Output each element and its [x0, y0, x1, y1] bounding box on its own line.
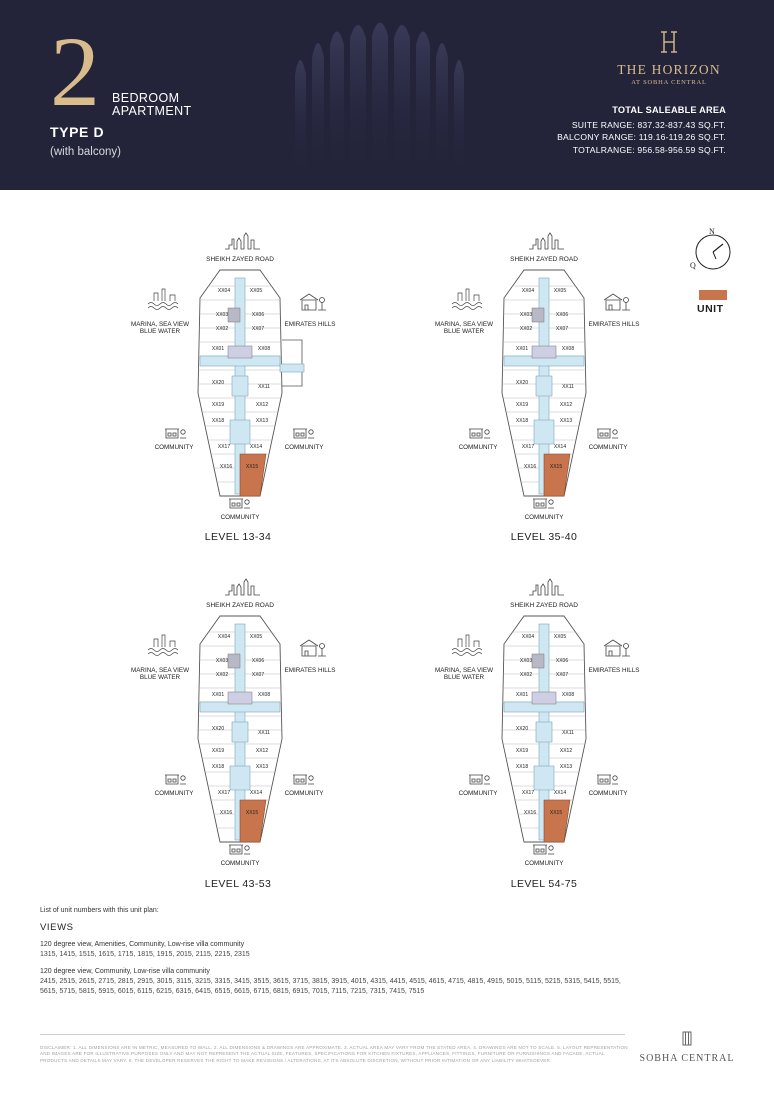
- unit-number-label: XX03: [519, 312, 533, 318]
- marina-label: MARINA, SEA VIEW: [130, 321, 190, 328]
- unit-number-label: XX04: [217, 288, 231, 294]
- tree-icon: [320, 644, 325, 649]
- tree-icon: [549, 846, 553, 850]
- floor-plan-svg: [130, 228, 350, 528]
- tree-icon: [624, 298, 629, 303]
- unit-number-label: XX04: [521, 634, 535, 640]
- unit-number-label: XX17: [217, 790, 231, 796]
- group-title: 120 degree view, Community, Low-rise villa community: [40, 968, 210, 975]
- unit-number-label: XX14: [553, 790, 567, 796]
- marina-skyline-icon: [458, 289, 479, 301]
- unit-number-label: XX15: [245, 810, 259, 816]
- tree-icon: [613, 776, 617, 780]
- unit-number-label: XX17: [217, 444, 231, 450]
- total-range: TOTALRANGE: 956.58-956.59 SQ.FT.: [572, 144, 726, 155]
- community-icon: [469, 429, 490, 438]
- skyline-icon: [529, 233, 564, 249]
- community-icon: [533, 499, 554, 508]
- unit-number-label: XX14: [249, 444, 263, 450]
- unit-number-label: XX03: [519, 658, 533, 664]
- type-label: TYPE D: [50, 124, 105, 140]
- unit-number-label: XX16: [523, 464, 537, 470]
- marina-skyline-icon: [154, 635, 175, 647]
- marina-label: MARINA, SEA VIEW: [434, 667, 494, 674]
- suite-range: SUITE RANGE: 837.32-837.43 SQ.FT.: [571, 119, 726, 130]
- bedroom-line1: BEDROOM: [112, 91, 180, 105]
- logo-title: THE HORIZON: [617, 62, 721, 77]
- unit-number-label: XX07: [251, 326, 265, 332]
- stair-core: [536, 376, 552, 396]
- villa-icon: [604, 640, 630, 656]
- compass-north: N: [709, 227, 715, 236]
- unit-number-label: XX11: [562, 730, 574, 736]
- community-icon: [469, 775, 490, 784]
- unit-number-label: XX18: [515, 418, 529, 424]
- unit-legend-swatch: [699, 290, 727, 300]
- unit-number-label: XX19: [211, 748, 225, 754]
- group-units: 2415, 2515, 2615, 2715, 2815, 2915, 3015, 3115, 3215, 3315, 3415, 3515, 3615, 3715, 3815, 3915, 4015, 4315, 4415, 4515, 4615, 4715, 4815, 4915, 5015, 5115, 5215, 5315, 5415, 5515, 5615, 5715, 5815, 5915, 6015, 6115, 6215, 6315, 6415, 6515, 6615, 6715, 6815, 6915, 7015, 7115, 7215, 7315, 7415, 7515: [40, 978, 621, 995]
- footer-brand: SOBHA CENTRAL: [639, 1053, 735, 1064]
- stair-core: [232, 722, 248, 742]
- unit-number-label: XX08: [257, 692, 271, 698]
- lift-core: [228, 346, 252, 358]
- floor-plan-svg: [434, 228, 654, 528]
- highlighted-unit: [544, 454, 570, 496]
- highlighted-unit: [240, 800, 266, 842]
- unit-number-label: XX19: [211, 402, 225, 408]
- sobha-building-icon: [681, 1030, 693, 1046]
- group-title: 120 degree view, Amenities, Community, Low-rise villa community: [40, 941, 245, 948]
- stair-core: [536, 722, 552, 742]
- highlighted-unit: [240, 454, 266, 496]
- footer-divider: [40, 1034, 625, 1035]
- unit-number-label: XX12: [559, 748, 573, 754]
- bedroom-count: 2: [50, 16, 100, 127]
- waves-icon: [148, 649, 178, 656]
- bridge: [280, 364, 304, 372]
- community-label: COMMUNITY: [154, 790, 194, 797]
- unit-number-label: XX13: [559, 418, 573, 424]
- unit-lists: [40, 907, 740, 997]
- header-banner: [0, 0, 774, 190]
- unit-number-label: XX05: [249, 634, 263, 640]
- skyline-icon: [225, 579, 260, 595]
- unit-number-label: XX02: [519, 672, 533, 678]
- tree-icon: [485, 430, 489, 434]
- tree-icon: [181, 430, 185, 434]
- unit-number-label: XX02: [215, 672, 229, 678]
- community-label: COMMUNITY: [588, 444, 628, 451]
- unit-number-label: XX03: [215, 658, 229, 664]
- unit-number-label: XX16: [523, 810, 537, 816]
- lift-core: [532, 346, 556, 358]
- unit-number-label: XX13: [559, 764, 573, 770]
- floor-plan: [130, 574, 350, 904]
- unit-number-label: XX07: [555, 326, 569, 332]
- community-icon: [165, 429, 186, 438]
- tree-icon: [624, 644, 629, 649]
- unit-number-label: XX08: [561, 692, 575, 698]
- area-title: TOTAL SALEABLE AREA: [612, 105, 726, 115]
- road-label: SHEIKH ZAYED ROAD: [206, 256, 274, 263]
- podium-extension: [282, 340, 302, 386]
- unit-number-label: XX01: [515, 346, 529, 352]
- tree-icon: [309, 776, 313, 780]
- unit-number-label: XX20: [211, 380, 225, 386]
- unit-number-label: XX08: [257, 346, 271, 352]
- tree-icon: [613, 430, 617, 434]
- bedroom-line2: APARTMENT: [112, 104, 192, 118]
- community-label: COMMUNITY: [220, 860, 260, 867]
- unit-number-label: XX15: [245, 464, 259, 470]
- stair-core: [230, 766, 250, 790]
- unit-number-label: XX18: [211, 764, 225, 770]
- unit-number-label: XX06: [251, 658, 265, 664]
- unit-number-label: XX19: [515, 748, 529, 754]
- unit-number-label: XX17: [521, 790, 535, 796]
- unit-number-label: XX15: [549, 810, 563, 816]
- stair-core: [534, 420, 554, 444]
- unit-number-label: XX02: [215, 326, 229, 332]
- lift-core: [228, 308, 240, 322]
- tree-icon: [320, 298, 325, 303]
- disclaimer: DISCLAIMER: 1. ALL DIMENSIONS ARE IN METRIC, MEASURED TO WALL. 2. ALL DIMENSIONS & DRAWINGS ARE APPROXIMATE. 3. ACTUAL AREA MAY VARY FROM THE STATED AREA. 4. DRAWINGS ARE NOT TO SCALE. 5. LAYOUT REPRESENTATION AND IMAGES ARE FOR ILLUSTRATIVE PURPOSES ONLY AND MAY NOT REPRESENT THE ACTUAL SIZE, FEATURES, SPECIFICATIONS FOR KITCHEN FIXTURES, APPLIANCES, FITTINGS, FURNITURE OR FURNISHINGS AND FACADE. ACTUAL PRODUCTS AND DETAILS MAY VARY. 6. THE DEVELOPER RESERVES THE RIGHT TO MAKE REVISIONS / ALTERATIONS, AT ITS ABSOLUTE DISCRETION, WITHOUT PRIOR INTIMATION OR ANY LIABILITY WHATSOEVER.: [40, 1045, 628, 1063]
- marina-label: MARINA, SEA VIEW: [130, 667, 190, 674]
- unit-number-label: XX15: [549, 464, 563, 470]
- community-label: COMMUNITY: [284, 790, 324, 797]
- highlighted-unit: [544, 800, 570, 842]
- bluewater-label: BLUE WATER: [139, 328, 181, 335]
- road-label: SHEIKH ZAYED ROAD: [206, 602, 274, 609]
- waves-icon: [452, 649, 482, 656]
- unit-number-label: XX05: [249, 288, 263, 294]
- unit-number-label: XX17: [521, 444, 535, 450]
- marina-skyline-icon: [458, 635, 479, 647]
- logo-subtitle: AT SOBHA CENTRAL: [631, 79, 707, 86]
- unit-number-label: XX05: [553, 634, 567, 640]
- stair-core: [230, 420, 250, 444]
- emirates-hills-label: EMIRATES HILLS: [588, 321, 640, 328]
- community-label: COMMUNITY: [220, 514, 260, 521]
- unit-number-label: XX12: [559, 402, 573, 408]
- floor-plan-svg: [434, 574, 654, 874]
- lift-core: [532, 692, 556, 704]
- villa-icon: [300, 294, 326, 310]
- unit-number-label: XX04: [521, 288, 535, 294]
- unit-number-label: XX12: [255, 748, 269, 754]
- community-icon: [229, 845, 250, 854]
- villa-icon: [300, 640, 326, 656]
- horizon-logo: [604, 30, 734, 86]
- unit-number-label: XX11: [258, 384, 270, 390]
- community-label: COMMUNITY: [458, 444, 498, 451]
- plan-caption: LEVEL 13-34: [204, 531, 272, 543]
- emirates-hills-label: EMIRATES HILLS: [588, 667, 640, 674]
- unit-number-label: XX01: [211, 346, 225, 352]
- unit-number-label: XX20: [211, 726, 225, 732]
- marina-label: MARINA, SEA VIEW: [434, 321, 494, 328]
- tree-icon: [181, 776, 185, 780]
- horizon-h-icon: [604, 30, 734, 58]
- community-label: COMMUNITY: [154, 444, 194, 451]
- unit-number-label: XX08: [561, 346, 575, 352]
- group-units: 1315, 1415, 1515, 1615, 1715, 1815, 1915, 2015, 2115, 2215, 2315: [40, 951, 250, 958]
- community-icon: [597, 775, 618, 784]
- sobha-central-logo: [637, 1030, 737, 1064]
- emirates-hills-label: EMIRATES HILLS: [284, 667, 336, 674]
- community-icon: [597, 429, 618, 438]
- balcony-range: BALCONY RANGE: 119.16-119.26 SQ.FT.: [557, 132, 726, 142]
- unit-number-label: XX06: [251, 312, 265, 318]
- stair-core: [232, 376, 248, 396]
- unit-number-label: XX01: [515, 692, 529, 698]
- tree-icon: [245, 846, 249, 850]
- skyline-icon: [225, 233, 260, 249]
- unit-number-label: XX11: [258, 730, 270, 736]
- unit-number-label: XX18: [211, 418, 225, 424]
- community-icon: [293, 429, 314, 438]
- lift-core: [532, 654, 544, 668]
- floor-plan: [434, 228, 654, 558]
- unit-number-label: XX11: [562, 384, 574, 390]
- unit-number-label: XX12: [255, 402, 269, 408]
- community-label: COMMUNITY: [284, 444, 324, 451]
- tree-icon: [549, 500, 553, 504]
- with-balcony-label: (with balcony): [50, 146, 121, 158]
- community-icon: [293, 775, 314, 784]
- saleable-area: [557, 104, 726, 156]
- waves-icon: [452, 303, 482, 310]
- unit-number-label: XX13: [255, 764, 269, 770]
- unit-number-label: XX01: [211, 692, 225, 698]
- lift-core: [228, 654, 240, 668]
- bluewater-label: BLUE WATER: [443, 328, 485, 335]
- tree-icon: [245, 500, 249, 504]
- community-label: COMMUNITY: [524, 860, 564, 867]
- bluewater-label: BLUE WATER: [443, 674, 485, 681]
- unit-number-label: XX18: [515, 764, 529, 770]
- community-label: COMMUNITY: [588, 790, 628, 797]
- unit-number-label: XX14: [249, 790, 263, 796]
- unit-number-label: XX02: [519, 326, 533, 332]
- road-label: SHEIKH ZAYED ROAD: [510, 602, 578, 609]
- bedroom-label: [112, 92, 192, 118]
- bluewater-label: BLUE WATER: [139, 674, 181, 681]
- unit-number-label: XX07: [251, 672, 265, 678]
- villa-icon: [604, 294, 630, 310]
- unit-number-label: XX03: [215, 312, 229, 318]
- unit-number-label: XX19: [515, 402, 529, 408]
- community-label: COMMUNITY: [458, 790, 498, 797]
- unit-number-label: XX06: [555, 658, 569, 664]
- unit-number-label: XX05: [553, 288, 567, 294]
- list-intro: List of unit numbers with this unit plan:: [40, 907, 159, 914]
- floor-plan: [434, 574, 654, 904]
- tree-icon: [309, 430, 313, 434]
- floor-plan-svg: [130, 574, 350, 874]
- unit-number-label: XX13: [255, 418, 269, 424]
- stair-core: [534, 766, 554, 790]
- unit-number-label: XX16: [219, 810, 233, 816]
- unit-legend-label: UNIT: [697, 303, 724, 315]
- community-icon: [229, 499, 250, 508]
- tree-icon: [485, 776, 489, 780]
- views-title: VIEWS: [40, 922, 74, 933]
- unit-number-label: XX16: [219, 464, 233, 470]
- unit-number-label: XX20: [515, 726, 529, 732]
- compass-icon: [688, 226, 738, 281]
- lift-core: [532, 308, 544, 322]
- road-label: SHEIKH ZAYED ROAD: [510, 256, 578, 263]
- plan-caption: LEVEL 35-40: [510, 531, 578, 543]
- community-label: COMMUNITY: [524, 514, 564, 521]
- community-icon: [165, 775, 186, 784]
- floor-plan: [130, 228, 350, 558]
- waves-icon: [148, 303, 178, 310]
- compass-q: Q: [690, 261, 696, 270]
- unit-number-label: XX06: [555, 312, 569, 318]
- unit-number-label: XX14: [553, 444, 567, 450]
- emirates-hills-label: EMIRATES HILLS: [284, 321, 336, 328]
- unit-number-label: XX20: [515, 380, 529, 386]
- marina-skyline-icon: [154, 289, 175, 301]
- plan-caption: LEVEL 43-53: [204, 878, 272, 890]
- plan-caption: LEVEL 54-75: [510, 878, 578, 890]
- unit-number-label: XX04: [217, 634, 231, 640]
- unit-number-label: XX07: [555, 672, 569, 678]
- skyline-icon: [529, 579, 564, 595]
- lift-core: [228, 692, 252, 704]
- community-icon: [533, 845, 554, 854]
